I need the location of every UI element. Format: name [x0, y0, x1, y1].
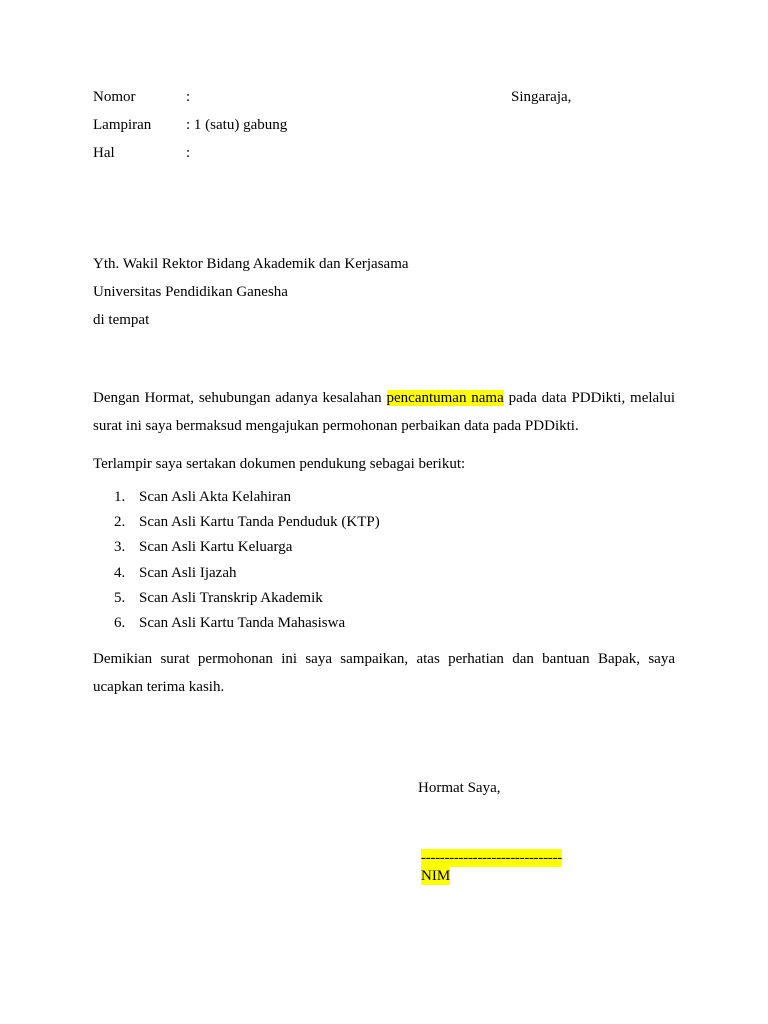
recipient-line-1: Yth. Wakil Rektor Bidang Akademik dan Kerjasama [93, 256, 409, 272]
paragraph-1-start: Dengan Hormat, sehubungan adanya kesalahan [93, 390, 387, 406]
list-item [114, 538, 292, 556]
recipient-line-2: Universitas Pendidikan Ganesha [93, 284, 288, 300]
list-item-number: 5. [114, 590, 126, 606]
closing-paragraph: Demikian surat permohonan ini saya sampaikan, atas perhatian dan bantuan Bapak, saya ucapkan terima kasih. [93, 651, 675, 695]
nomor-value: : [186, 89, 191, 105]
list-item-number: 3. [114, 539, 126, 555]
nim-label: NIM [421, 868, 451, 884]
signature-line: ------------------------------ [421, 850, 562, 866]
list-item-text: Scan Asli Ijazah [139, 565, 237, 581]
list-item-number: 4. [114, 565, 126, 581]
hal-value: : [186, 145, 191, 161]
recipient-line-3: di tempat [93, 312, 150, 328]
list-item-text: Scan Asli Kartu Tanda Penduduk (KTP) [139, 514, 380, 530]
list-item-text: Scan Asli Transkrip Akademik [139, 590, 323, 606]
list-item-text: Scan Asli Kartu Keluarga [139, 539, 293, 555]
list-item [114, 488, 291, 506]
list-item-number: 6. [114, 615, 126, 631]
lampiran-label: Lampiran [93, 117, 152, 133]
list-item-text: Scan Asli Akta Kelahiran [139, 489, 292, 505]
list-item [114, 614, 345, 632]
closing-greeting: Hormat Saya, [418, 780, 501, 796]
list-item [114, 589, 323, 607]
body-paragraph-2: Terlampir saya sertakan dokumen pendukung sebagai berikut: [93, 456, 466, 472]
list-item-number: 2. [114, 514, 126, 530]
highlighted-text: pencantuman nama [386, 390, 504, 406]
nomor-label: Nomor [93, 89, 136, 105]
list-item-number: 1. [114, 489, 126, 505]
paragraph-1-end: pada data PDDikti, melalui surat ini saya bermaksud mengajukan permohonan perbaikan data pada PDDikti. [93, 390, 676, 434]
list-item [114, 513, 380, 531]
hal-label: Hal [93, 145, 115, 161]
place-date: Singaraja, [511, 89, 572, 105]
body-paragraph-1 [93, 384, 675, 440]
list-item [114, 564, 236, 582]
lampiran-value: : 1 (satu) gabung [186, 117, 288, 133]
list-item-text: Scan Asli Kartu Tanda Mahasiswa [139, 615, 346, 631]
